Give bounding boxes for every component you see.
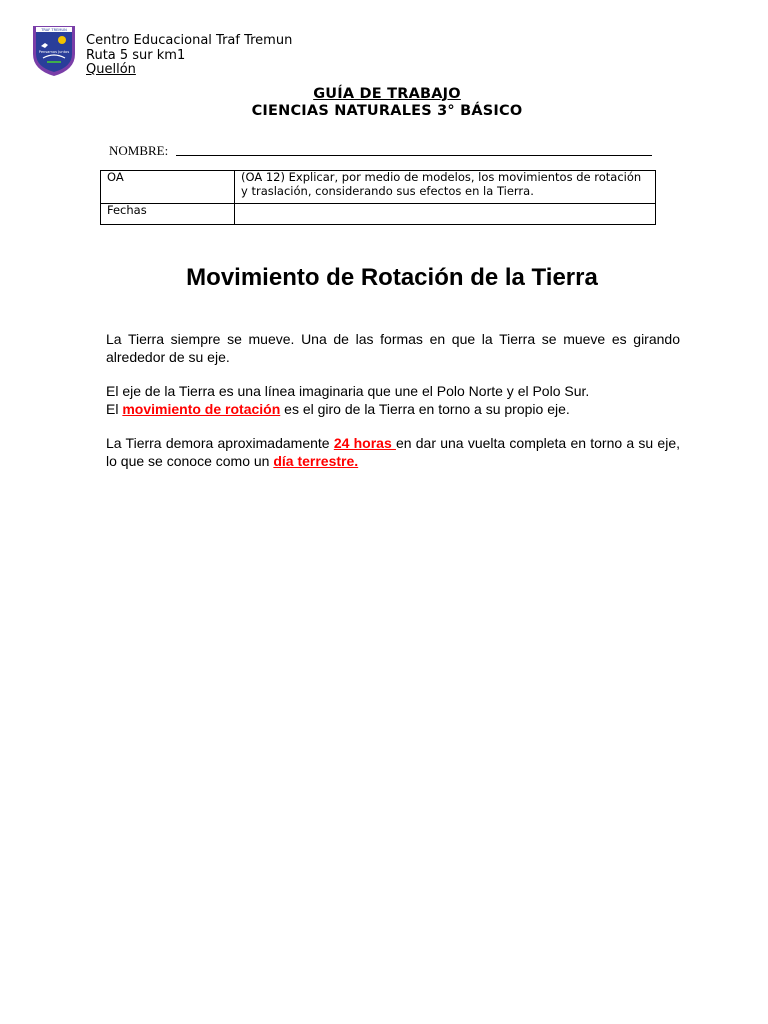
table-row (101, 171, 656, 204)
oa-value: (OA 12) Explicar, por medio de modelos, los movimientos de rotación y traslación, considerando sus efectos en la Tierra. (235, 171, 656, 204)
paragraph-2-line-1: El eje de la Tierra es una línea imaginaria que une el Polo Norte y el Polo Sur. (106, 383, 590, 399)
p2-suffix: es el giro de la Tierra en torno a su propio eje. (280, 401, 570, 417)
paragraph-1: La Tierra siempre se mueve. Una de las formas en que la Tierra se mueve es girando alrededor de su eje. (106, 331, 680, 365)
p3-middle: en dar una vuelta completa en torno a su eje, lo que se conoce como un (106, 435, 680, 469)
table-row (101, 204, 656, 225)
fechas-value (235, 204, 656, 225)
oa-label: OA (101, 171, 235, 204)
day-term: día terrestre. (273, 453, 359, 469)
guide-subtitle: CIENCIAS NATURALES 3° BÁSICO (251, 103, 523, 119)
school-city: Quellón (86, 62, 136, 77)
hours-term: 24 horas (333, 435, 396, 451)
school-logo (31, 24, 77, 78)
p2-prefix: El (106, 401, 123, 417)
paragraph-2-line-2 (106, 400, 680, 418)
logo-banner-text: TRAF TREMUN (41, 28, 67, 32)
fechas-label: Fechas (101, 204, 235, 225)
paragraph-3 (106, 434, 680, 470)
rotation-term: movimiento de rotación (122, 401, 281, 417)
school-name: Centro Educacional Traf Tremun (86, 33, 293, 48)
name-line (176, 155, 652, 156)
school-info (86, 34, 292, 78)
guide-title: GUÍA DE TRABAJO (313, 86, 461, 102)
main-heading: Movimiento de Rotación de la Tierra (186, 264, 598, 291)
logo-caption-text: Pensamos Juntos (38, 50, 70, 54)
paragraph-2 (106, 382, 680, 418)
name-label: NOMBRE: (109, 143, 169, 158)
school-address: Ruta 5 sur km1 (86, 47, 186, 63)
p3-prefix: La Tierra demora aproximadamente (106, 435, 334, 451)
info-table (100, 170, 656, 225)
